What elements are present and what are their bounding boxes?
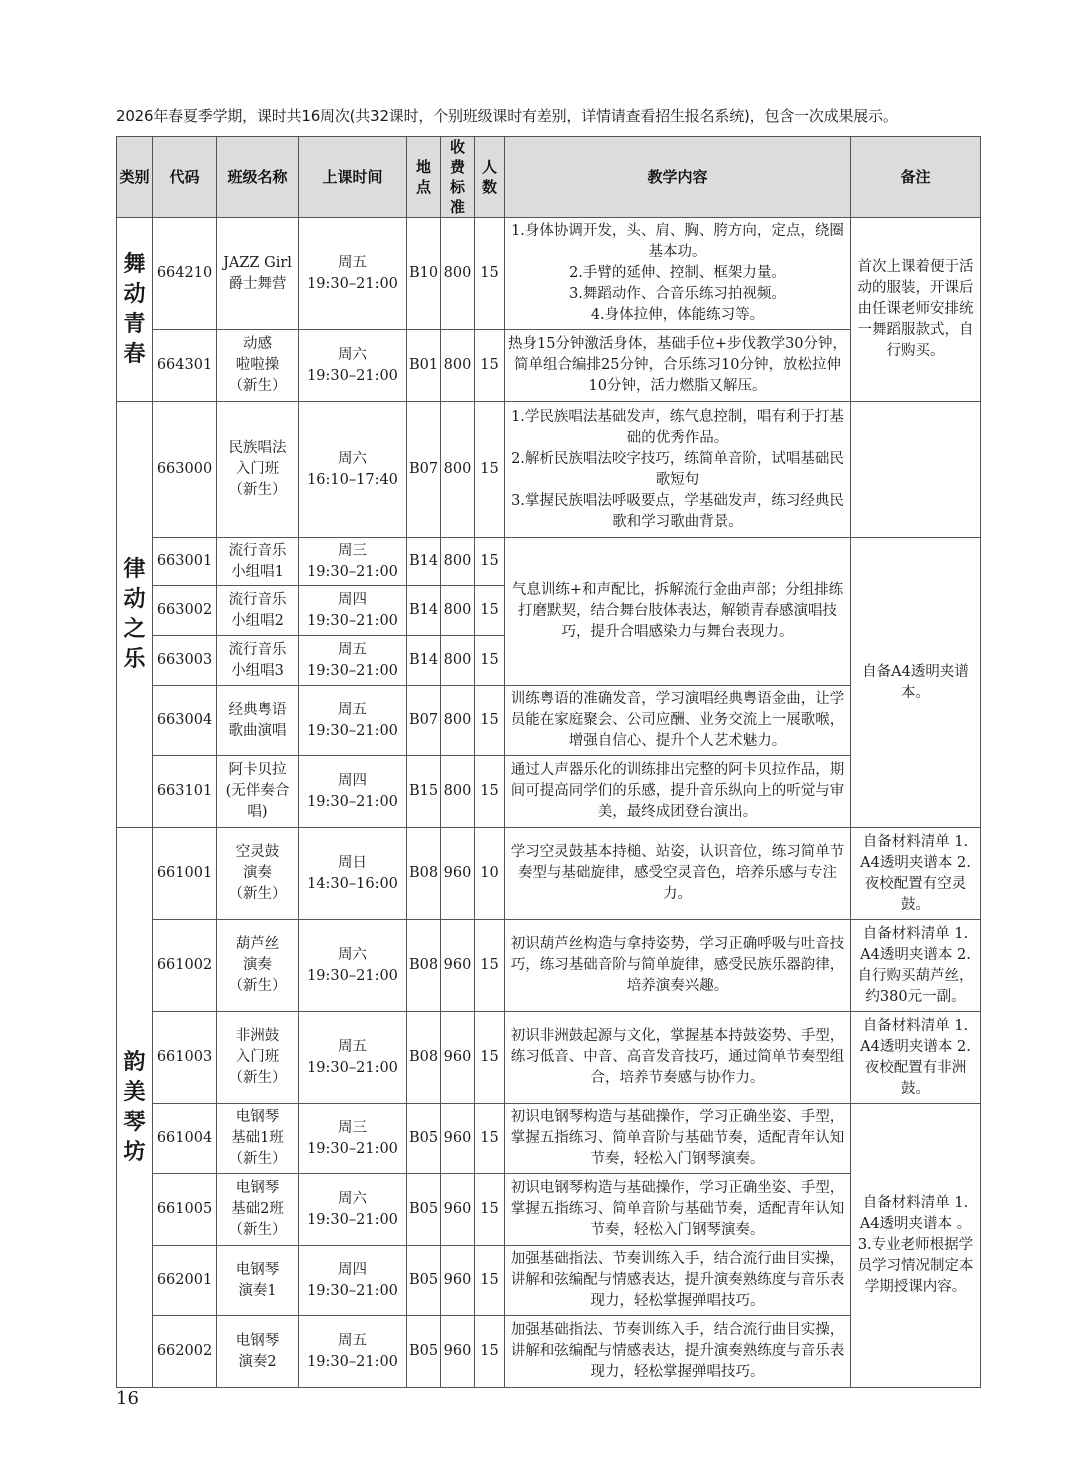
header-location: 地 点 xyxy=(407,137,441,218)
course-fee: 800 xyxy=(441,756,475,828)
table-row xyxy=(117,920,981,1012)
course-time: 周四 19:30–21:00 xyxy=(299,1246,407,1316)
header-time: 上课时间 xyxy=(299,137,407,218)
course-count: 15 xyxy=(475,756,505,828)
course-content: 初识电钢琴构造与基础操作，学习正确坐姿、手型，掌握五指练习、简单音阶与基础节奏，适配青年认知节奏，轻松入门钢琴演奏。 xyxy=(505,1104,851,1174)
course-code: 663002 xyxy=(153,586,217,636)
course-location: B08 xyxy=(407,920,441,1012)
course-fee: 800 xyxy=(441,402,475,538)
course-code: 661001 xyxy=(153,828,217,920)
course-count: 15 xyxy=(475,1316,505,1388)
course-code: 662002 xyxy=(153,1316,217,1388)
table-row xyxy=(117,402,981,538)
table-row xyxy=(117,538,981,586)
header-code: 代码 xyxy=(153,137,217,218)
course-fee: 800 xyxy=(441,218,475,330)
course-name: 电钢琴 基础2班 （新生） xyxy=(217,1174,299,1246)
course-fee: 960 xyxy=(441,828,475,920)
course-fee: 800 xyxy=(441,330,475,402)
course-content: 初识葫芦丝构造与拿持姿势，学习正确呼吸与吐音技巧，练习基础音阶与简单旋律，感受民族乐器韵律，培养演奏兴趣。 xyxy=(505,920,851,1012)
course-name: 阿卡贝拉 (无伴奏合唱) xyxy=(217,756,299,828)
intro-text: 2026年春夏季学期，课时共16周次(共32课时，个别班级课时有差别，详情请查看招生报名系统)，包含一次成果展示。 xyxy=(116,107,898,125)
course-count: 15 xyxy=(475,1104,505,1174)
course-code: 663101 xyxy=(153,756,217,828)
course-count: 15 xyxy=(475,218,505,330)
table-row xyxy=(117,1104,981,1174)
course-code: 661002 xyxy=(153,920,217,1012)
course-location: B08 xyxy=(407,828,441,920)
course-name: 动感 啦啦操 （新生） xyxy=(217,330,299,402)
course-count: 15 xyxy=(475,1012,505,1104)
course-fee: 960 xyxy=(441,1174,475,1246)
course-name: 民族唱法 入门班 （新生） xyxy=(217,402,299,538)
course-note: 自备材料清单 1. A4透明夹谱本 2.夜校配置有非洲鼓。 xyxy=(851,1012,981,1104)
course-time: 周五 19:30–21:00 xyxy=(299,1012,407,1104)
course-fee: 960 xyxy=(441,1316,475,1388)
course-time: 周日 14:30–16:00 xyxy=(299,828,407,920)
course-count: 15 xyxy=(475,330,505,402)
course-note: 自备材料清单 1. A4透明夹谱本 2.夜校配置有空灵鼓。 xyxy=(851,828,981,920)
course-code: 661003 xyxy=(153,1012,217,1104)
course-note: 首次上课着便于活动的服装，开课后由任课老师安排统一舞蹈服款式，自行购买。 xyxy=(851,218,981,402)
course-location: B05 xyxy=(407,1174,441,1246)
course-time: 周四 19:30–21:00 xyxy=(299,586,407,636)
course-count: 15 xyxy=(475,920,505,1012)
course-count: 15 xyxy=(475,1246,505,1316)
course-time: 周六 19:30–21:00 xyxy=(299,330,407,402)
category-cell: 舞动青春 xyxy=(117,218,153,402)
course-content: 热身15分钟激活身体，基础手位+步伐教学30分钟，简单组合编排25分钟，合乐练习10分钟，放松拉伸10分钟，活力燃脂又解压。 xyxy=(505,330,851,402)
course-count: 10 xyxy=(475,828,505,920)
course-code: 663001 xyxy=(153,538,217,586)
course-fee: 960 xyxy=(441,920,475,1012)
course-time: 周三 19:30–21:00 xyxy=(299,1104,407,1174)
course-fee: 960 xyxy=(441,1012,475,1104)
course-location: B07 xyxy=(407,402,441,538)
course-name: 空灵鼓 演奏 （新生） xyxy=(217,828,299,920)
course-fee: 800 xyxy=(441,686,475,756)
course-content: 学习空灵鼓基本持槌、站姿，认识音位，练习简单节奏型与基础旋律，感受空灵音色，培养乐感与专注力。 xyxy=(505,828,851,920)
course-content: 训练粤语的准确发音，学习演唱经典粤语金曲，让学员能在家庭聚会、公司应酬、业务交流上一展歌喉，增强自信心、提升个人艺术魅力。 xyxy=(505,686,851,756)
course-fee: 800 xyxy=(441,538,475,586)
course-location: B05 xyxy=(407,1316,441,1388)
course-count: 15 xyxy=(475,686,505,756)
course-name: 电钢琴 基础1班 （新生） xyxy=(217,1104,299,1174)
header-name: 班级名称 xyxy=(217,137,299,218)
header-content: 教学内容 xyxy=(505,137,851,218)
course-name: JAZZ Girl 爵士舞营 xyxy=(217,218,299,330)
course-location: B15 xyxy=(407,756,441,828)
course-content: 气息训练+和声配比，拆解流行金曲声部；分组排练打磨默契，结合舞台肢体表达，解锁青春感演唱技巧，提升合唱感染力与舞台表现力。 xyxy=(505,538,851,686)
header-count: 人 数 xyxy=(475,137,505,218)
course-table xyxy=(116,136,981,1388)
table-row xyxy=(117,218,981,330)
course-time: 周五 19:30–21:00 xyxy=(299,1316,407,1388)
course-content: 加强基础指法、节奏训练入手，结合流行曲目实操，讲解和弦编配与情感表达，提升演奏熟练度与音乐表现力，轻松掌握弹唱技巧。 xyxy=(505,1316,851,1388)
course-location: B05 xyxy=(407,1246,441,1316)
course-time: 周三 19:30–21:00 xyxy=(299,538,407,586)
course-location: B10 xyxy=(407,218,441,330)
course-count: 15 xyxy=(475,1174,505,1246)
course-time: 周五 19:30–21:00 xyxy=(299,636,407,686)
course-count: 15 xyxy=(475,636,505,686)
course-note: 自备材料清单 1. A4透明夹谱本 。 3.专业老师根据学员学习情况制定本学期授课内容。 xyxy=(851,1104,981,1388)
course-fee: 960 xyxy=(441,1104,475,1174)
header-category: 类别 xyxy=(117,137,153,218)
course-name: 电钢琴 演奏2 xyxy=(217,1316,299,1388)
course-time: 周四 19:30–21:00 xyxy=(299,756,407,828)
course-fee: 960 xyxy=(441,1246,475,1316)
course-location: B14 xyxy=(407,636,441,686)
course-note: 自备材料清单 1. A4透明夹谱本 2.自行购买葫芦丝，约380元一副。 xyxy=(851,920,981,1012)
course-fee: 800 xyxy=(441,586,475,636)
course-time: 周六 19:30–21:00 xyxy=(299,1174,407,1246)
course-location: B14 xyxy=(407,538,441,586)
course-content: 加强基础指法、节奏训练入手，结合流行曲目实操，讲解和弦编配与情感表达，提升演奏熟练度与音乐表现力，轻松掌握弹唱技巧。 xyxy=(505,1246,851,1316)
table-header-row xyxy=(117,137,981,218)
course-code: 664210 xyxy=(153,218,217,330)
course-code: 661005 xyxy=(153,1174,217,1246)
course-location: B05 xyxy=(407,1104,441,1174)
course-location: B07 xyxy=(407,686,441,756)
header-note: 备注 xyxy=(851,137,981,218)
course-location: B08 xyxy=(407,1012,441,1104)
course-count: 15 xyxy=(475,402,505,538)
course-name: 流行音乐 小组唱3 xyxy=(217,636,299,686)
course-note: 自备A4透明夹谱本。 xyxy=(851,538,981,828)
course-name: 葫芦丝 演奏 （新生） xyxy=(217,920,299,1012)
course-content: 通过人声器乐化的训练排出完整的阿卡贝拉作品，期间可提高同学们的乐感，提升音乐纵向上的听觉与审美，最终成团登台演出。 xyxy=(505,756,851,828)
course-code: 664301 xyxy=(153,330,217,402)
course-note xyxy=(851,402,981,538)
course-time: 周五 19:30–21:00 xyxy=(299,218,407,330)
course-content: 初识非洲鼓起源与文化，掌握基本持鼓姿势、手型，练习低音、中音、高音发音技巧，通过简单节奏型组合，培养节奏感与协作力。 xyxy=(505,1012,851,1104)
course-name: 电钢琴 演奏1 xyxy=(217,1246,299,1316)
course-fee: 800 xyxy=(441,636,475,686)
page-number: 16 xyxy=(116,1388,139,1409)
course-time: 周六 16:10–17:40 xyxy=(299,402,407,538)
course-count: 15 xyxy=(475,586,505,636)
course-time: 周六 19:30–21:00 xyxy=(299,920,407,1012)
header-fee: 收费 标准 xyxy=(441,137,475,218)
course-code: 662001 xyxy=(153,1246,217,1316)
category-cell: 律动之乐 xyxy=(117,402,153,828)
course-name: 非洲鼓 入门班 （新生） xyxy=(217,1012,299,1104)
course-code: 661004 xyxy=(153,1104,217,1174)
course-content: 初识电钢琴构造与基础操作，学习正确坐姿、手型，掌握五指练习、简单音阶与基础节奏，适配青年认知节奏，轻松入门钢琴演奏。 xyxy=(505,1174,851,1246)
course-code: 663000 xyxy=(153,402,217,538)
course-location: B01 xyxy=(407,330,441,402)
course-code: 663004 xyxy=(153,686,217,756)
course-time: 周五 19:30–21:00 xyxy=(299,686,407,756)
course-content: 1.学民族唱法基础发声，练气息控制，唱有利于打基础的优秀作品。 2.解析民族唱法咬字技巧，练简单音阶，试唱基础民歌短句 3.掌握民族唱法呼吸要点，学基础发声，练习经典民歌和学习歌曲背景。 xyxy=(505,402,851,538)
course-location: B14 xyxy=(407,586,441,636)
course-name: 经典粤语 歌曲演唱 xyxy=(217,686,299,756)
course-code: 663003 xyxy=(153,636,217,686)
table-row xyxy=(117,1012,981,1104)
course-name: 流行音乐 小组唱1 xyxy=(217,538,299,586)
table-row xyxy=(117,828,981,920)
category-cell: 韵美琴坊 xyxy=(117,828,153,1388)
course-content: 1.身体协调开发，头、肩、胸、胯方向，定点，绕圈基本功。 2.手臂的延伸、控制、框架力量。 3.舞蹈动作、合音乐练习拍视频。 4.身体拉伸，体能练习等。 xyxy=(505,218,851,330)
course-count: 15 xyxy=(475,538,505,586)
course-name: 流行音乐 小组唱2 xyxy=(217,586,299,636)
